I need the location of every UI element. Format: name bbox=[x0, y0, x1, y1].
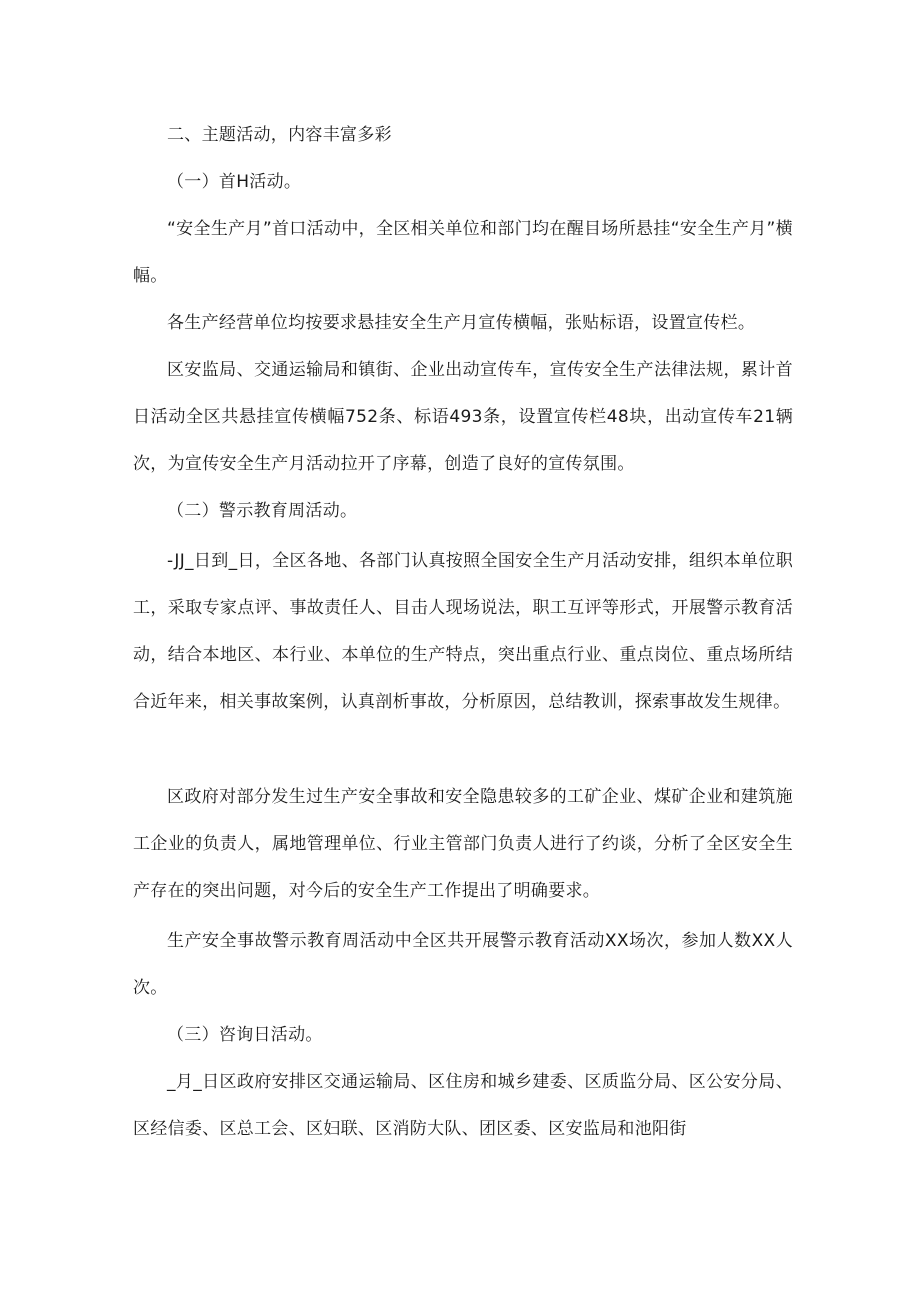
paragraph-1: “安全生产月”首口活动中，全区相关单位和部门均在醒目场所悬挂“安全生产月”横幅。 bbox=[133, 219, 793, 286]
subsection-heading-1: （一）首H活动。 bbox=[167, 172, 302, 192]
paragraph-6: 生产安全事故警示教育周活动中全区共开展警示教育活动XX场次，参加人数XX人次。 bbox=[133, 931, 793, 998]
subsection-heading-3: （三）咨询日活动。 bbox=[167, 1025, 323, 1045]
paragraph-7: _月_日区政府安排区交通运输局、区住房和城乡建委、区质监分局、区公安分局、区经信委、区总工会、区妇联、区消防大队、团区委、区安监局和池阳街 bbox=[133, 1072, 793, 1139]
paragraph-3: 区安监局、交通运输局和镇街、企业出动宣传车，宣传安全生产法律法规，累计首日活动全区共悬挂宣传横幅752条、标语493条，设置宣传栏48块，出动宣传车21辆次，为宣传安全生产月活动拉开了序幕，创造了良好的宣传氛围。 bbox=[133, 360, 793, 474]
section-heading: 二、主题活动，内容丰富多彩 bbox=[167, 125, 392, 145]
paragraph-4: -JJ_日到_日，全区各地、各部门认真按照全国安全生产月活动安排，组织本单位职工，采取专家点评、事故责任人、目击人现场说法，职工互评等形式，开展警示教育活动，结合本地区、本行业、本单位的生产特点，突出重点行业、重点岗位、重点场所结合近年来，相关事故案例，认真剖析事故，分析原因，总结教训，探索事故发生规律。 bbox=[133, 551, 793, 712]
paragraph-5: 区政府对部分发生过生产安全事故和安全隐患较多的工矿企业、煤矿企业和建筑施工企业的负责人，属地管理单位、行业主管部门负责人进行了约谈，分析了全区安全生产存在的突出问题，对今后的安全生产工作提出了明确要求。 bbox=[133, 787, 793, 901]
paragraph-2: 各生产经营单位均按要求悬挂安全生产月宣传横幅，张贴标语，设置宣传栏。 bbox=[167, 313, 756, 333]
subsection-heading-2: （二）警示教育周活动。 bbox=[167, 501, 358, 521]
